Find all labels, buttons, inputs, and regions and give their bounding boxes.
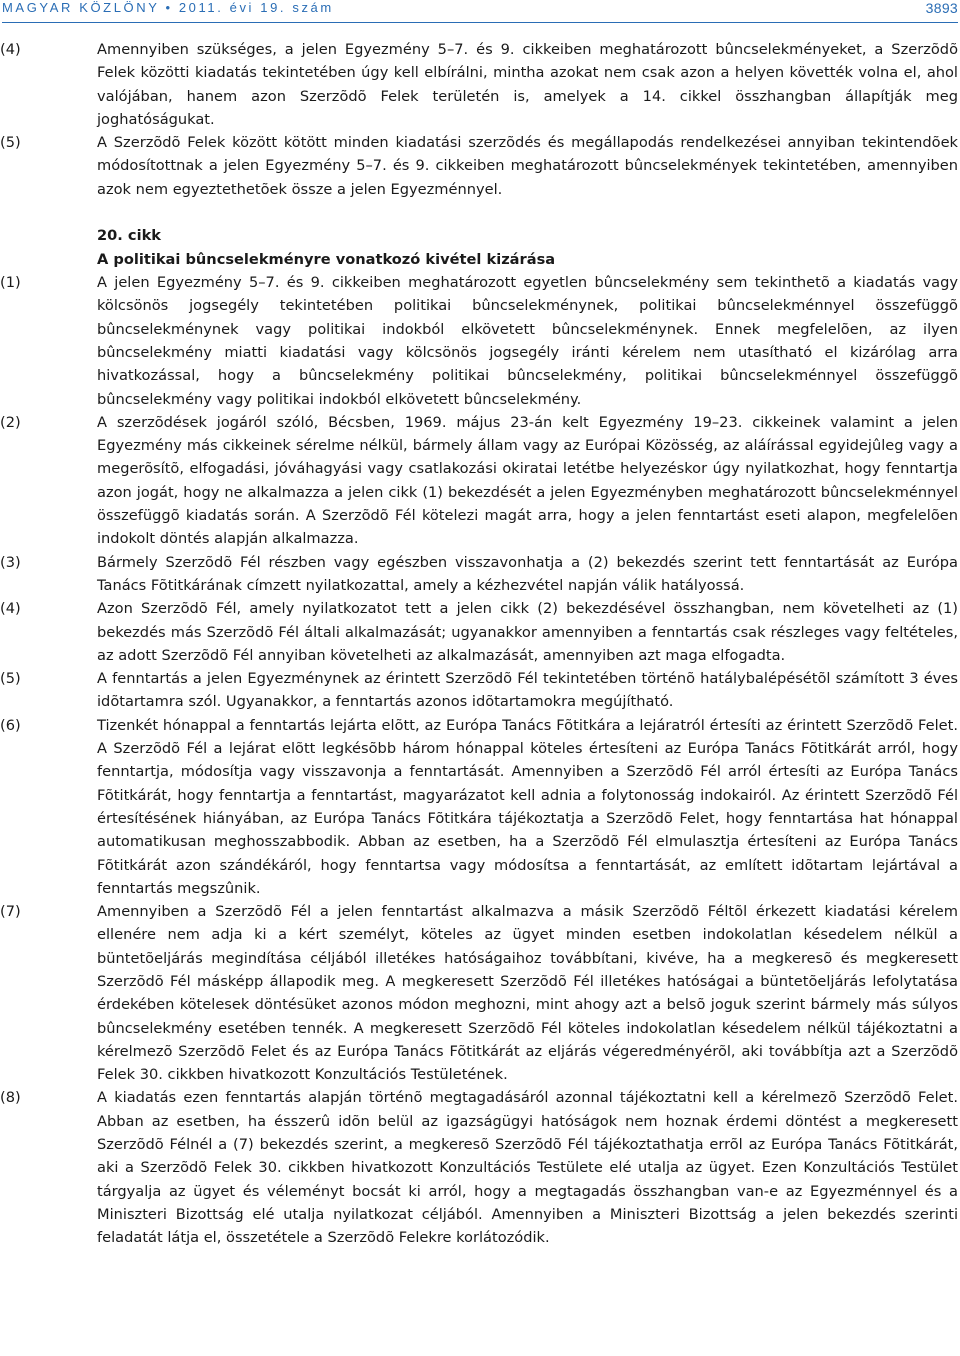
header-divider bbox=[2, 22, 958, 23]
article-paragraph-2 bbox=[0, 411, 958, 551]
paragraph-text: Amennyiben szükséges, a jelen Egyezmény 5–7. és 9. cikkeiben meghatározott bûncselekményeket, a Szerzõdõ Felek közötti kiadatás tekintetében úgy kell elbírálni, mintha azokat nem csak azon a helyen követték volna el, ahol valójában, hanem azon Szerzõdõ Felek területén is, amelyek a 14. cikkel összhangban állapítják meg joghatóságukat. bbox=[97, 41, 958, 128]
article-paragraph-5 bbox=[0, 667, 958, 714]
paragraph-text: Azon Szerzõdõ Fél, amely nyilatkozatot tett a jelen cikk (2) bekezdésével összhangban, nem követelheti az (1) bekezdés más Szerzõdõ Fél általi alkalmazását; ugyanakkor amennyiben a fenntartás csak részleges vagy feltételes, az adott Szerzõdõ Fél annyiban követelheti az alkalmazását, amennyiben azt maga elfogadta. bbox=[97, 600, 958, 664]
article-heading bbox=[97, 224, 958, 271]
article-title: A politikai bûncselekményre vonatkozó kivétel kizárása bbox=[97, 250, 556, 268]
article-paragraph-1 bbox=[0, 271, 958, 411]
paragraph-text: A szerzõdések jogáról szóló, Bécsben, 1969. május 23-án kelt Egyezmény 19–23. cikkeinek valamint a jelen Egyezmény más cikkeinek sérelme nélkül, bármely állam vagy az Európai Közösség, az aláírással egyidejûleg vagy a megerõsítõ, elfogadási, jóváhagyási vagy csatlakozási okiratai letétbe helyezéskor úgy nyilatkozhat, hogy fenntartja azon jogát, hogy ne alkalmazza a jelen cikk (1) bekezdését a jelen Egyezményben meghatározott bûncselekménnyel összefüggõ kiadatás során. A Szerzõdõ Fél kötelezi magát arra, hogy a jelen fenntartást eseti alapon, megfelelõen indokolt döntés alapján alkalmazza. bbox=[97, 413, 958, 548]
paragraph-text: Amennyiben a Szerzõdõ Fél a jelen fenntartást alkalmazva a másik Szerzõdõ Féltõl érkezett kiadatási kérelem ellenére nem adja ki a kért személyt, köteles az ügyet minden esetben indokolatlan késedelem nélkül a büntetõeljárás megindítása céljából illetékes hatóságaihoz továbbítani, kivéve, ha a megkeresõ és megkeresett Szerzõdõ Fél másképp állapodik meg. A megkeresett Szerzõdõ Fél illetékes hatóságai a büntetõeljárás lefolytatása érdekében kötelesek döntésüket azonos módon meghozni, mint ahogy azt a belsõ joguk szerint bármely más súlyos bûncselekmény esetében tennék. A megkeresett Szerzõdõ Fél köteles indokolatlan késedelem nélkül tájékoztatni a kérelmezõ Szerzõdõ Felet és az Európa Tanács Fõtitkárát az eljárás végeredményérõl, aki továbbítja azt a Szerzõdõ Felek 30. cikkben hivatkozott Konzultációs Testületének. bbox=[97, 903, 958, 1084]
paragraph-text: Bármely Szerzõdõ Fél részben vagy egészben visszavonhatja a (2) bekezdés szerint tett fenntartását az Európa Tanács Fõtitkárának címzett nyilatkozattal, amely a kézhezvétel napján válik hatályossá. bbox=[97, 553, 958, 594]
article-paragraph-6 bbox=[0, 714, 958, 900]
paragraph-number: (7) bbox=[0, 903, 21, 921]
paragraph-4 bbox=[0, 38, 958, 131]
paragraph-number: (6) bbox=[0, 716, 21, 734]
article-paragraph-4 bbox=[0, 597, 958, 667]
page-header bbox=[2, 0, 958, 24]
article-paragraph-3 bbox=[0, 551, 958, 598]
paragraph-text: A kiadatás ezen fenntartás alapján történõ megtagadásáról azonnal tájékoztatni kell a kérelmezõ Szerzõdõ Felet. Abban az esetben, ha ésszerû idõn belül az igazságügyi hatóságok nem hoznak érdemi döntést a megkeresett Szerzõdõ Félnél a (7) bekezdés szerint, a megkeresõ Szerzõdõ Fél tájékoztathatja errõl az Európa Tanács Fõtitkárát, aki a Szerzõdõ Felek 30. cikkben hivatkozott Konzultációs Testülete elé utalja az ügyet. Ezen Konzultációs Testület tárgyalja az ügyet és véleményt bocsát ki arról, hogy a megtagadás összhangban van-e az Egyezménnyel és a Miniszteri Bizottság elé utalja nyilatkozat céljából. Amennyiben a Miniszteri Bizottság a jelen bekezdés szerinti feladatát látja el, összetétele a Szerzõdõ Felekre korlátozódik. bbox=[97, 1089, 958, 1247]
paragraph-number: (2) bbox=[0, 413, 21, 431]
paragraph-text: A fenntartás a jelen Egyezménynek az érintett Szerzõdõ Fél tekintetében történõ hatálybalépésétõl számított 3 éves idõtartamra szól. Ugyanakkor, a fenntartás azonos idõtartamokra megújítható. bbox=[97, 670, 958, 711]
article-number: 20. cikk bbox=[97, 227, 161, 245]
paragraph-5 bbox=[0, 131, 958, 201]
paragraph-number: (1) bbox=[0, 274, 21, 292]
paragraph-text: Tizenkét hónappal a fenntartás lejárta elõtt, az Európa Tanács Fõtitkára a lejáratról értesíti az érintett Szerzõdõ Felet. A Szerzõdõ Fél a lejárat elõtt legkésõbb három hónappal köteles értesíteni az Európa Tanács Fõtitkárát arról, hogy fenntartja, módosítja vagy visszavonja a fenntartását. Amennyiben a Szerzõdõ Fél arról értesíti az Európa Tanács Fõtitkárát, hogy fenntartja a fenntartást, magyarázatot kell adnia a folytonosság indokairól. Az érintett Szerzõdõ Fél értesítésének hiányában, az Európa Tanács Fõtitkára tájékoztatja a Szerzõdõ Felet, hogy fenntartása hat hónappal automatikusan meghosszabbodik. Abban az esetben, ha a Szerzõdõ Fél elmulasztja értesíteni az Európa Tanács Fõtitkárát azon szándékáról, hogy fenntartsa vagy módosítsa a fenntartását, az említett idõtartam lejártával a fenntartás megszûnik. bbox=[97, 716, 958, 897]
paragraph-number: (5) bbox=[0, 134, 21, 152]
document-body bbox=[0, 38, 958, 1250]
paragraph-number: (8) bbox=[0, 1089, 21, 1107]
paragraph-number: (4) bbox=[0, 41, 21, 58]
article-paragraph-8 bbox=[0, 1086, 958, 1249]
page-number: 3893 bbox=[925, 0, 958, 16]
paragraph-number: (4) bbox=[0, 600, 21, 618]
article-paragraph-7 bbox=[0, 900, 958, 1086]
paragraph-number: (5) bbox=[0, 670, 21, 688]
paragraph-number: (3) bbox=[0, 553, 21, 571]
publication-title: MAGYAR KÖZLÖNY • 2011. évi 19. szám bbox=[2, 0, 334, 15]
paragraph-text: A jelen Egyezmény 5–7. és 9. cikkeiben meghatározott egyetlen bûncselekmény sem tekinthetõ a kiadatás vagy kölcsönös jogsegély tekintetében politikai bûncselekménynek, politikai bûncselekménnyel összefüggõ bûncselekménynek vagy politikai indokból elkövetett bûncselekménynek. Ennek megfelelõen, az ilyen bûncselekmény miatti kiadatási vagy kölcsönös jogsegély iránti kérelem nem utasítható el kizárólag arra hivatkozással, hogy a bûncselekmény politikai bûncselekmény, politikai bûncselekménnyel összefüggõ bûncselekmény vagy politikai indokból elkövetett bûncselekmény. bbox=[97, 274, 958, 408]
paragraph-text: A Szerzõdõ Felek között kötött minden kiadatási szerzõdés és megállapodás rendelkezései annyiban tekintendõek módosítottnak a jelen Egyezmény 5–7. és 9. cikkeiben meghatározott bûncselekmények tekintetében, amennyiben azok nem egyeztethetõek össze a jelen Egyezménnyel. bbox=[97, 134, 958, 198]
